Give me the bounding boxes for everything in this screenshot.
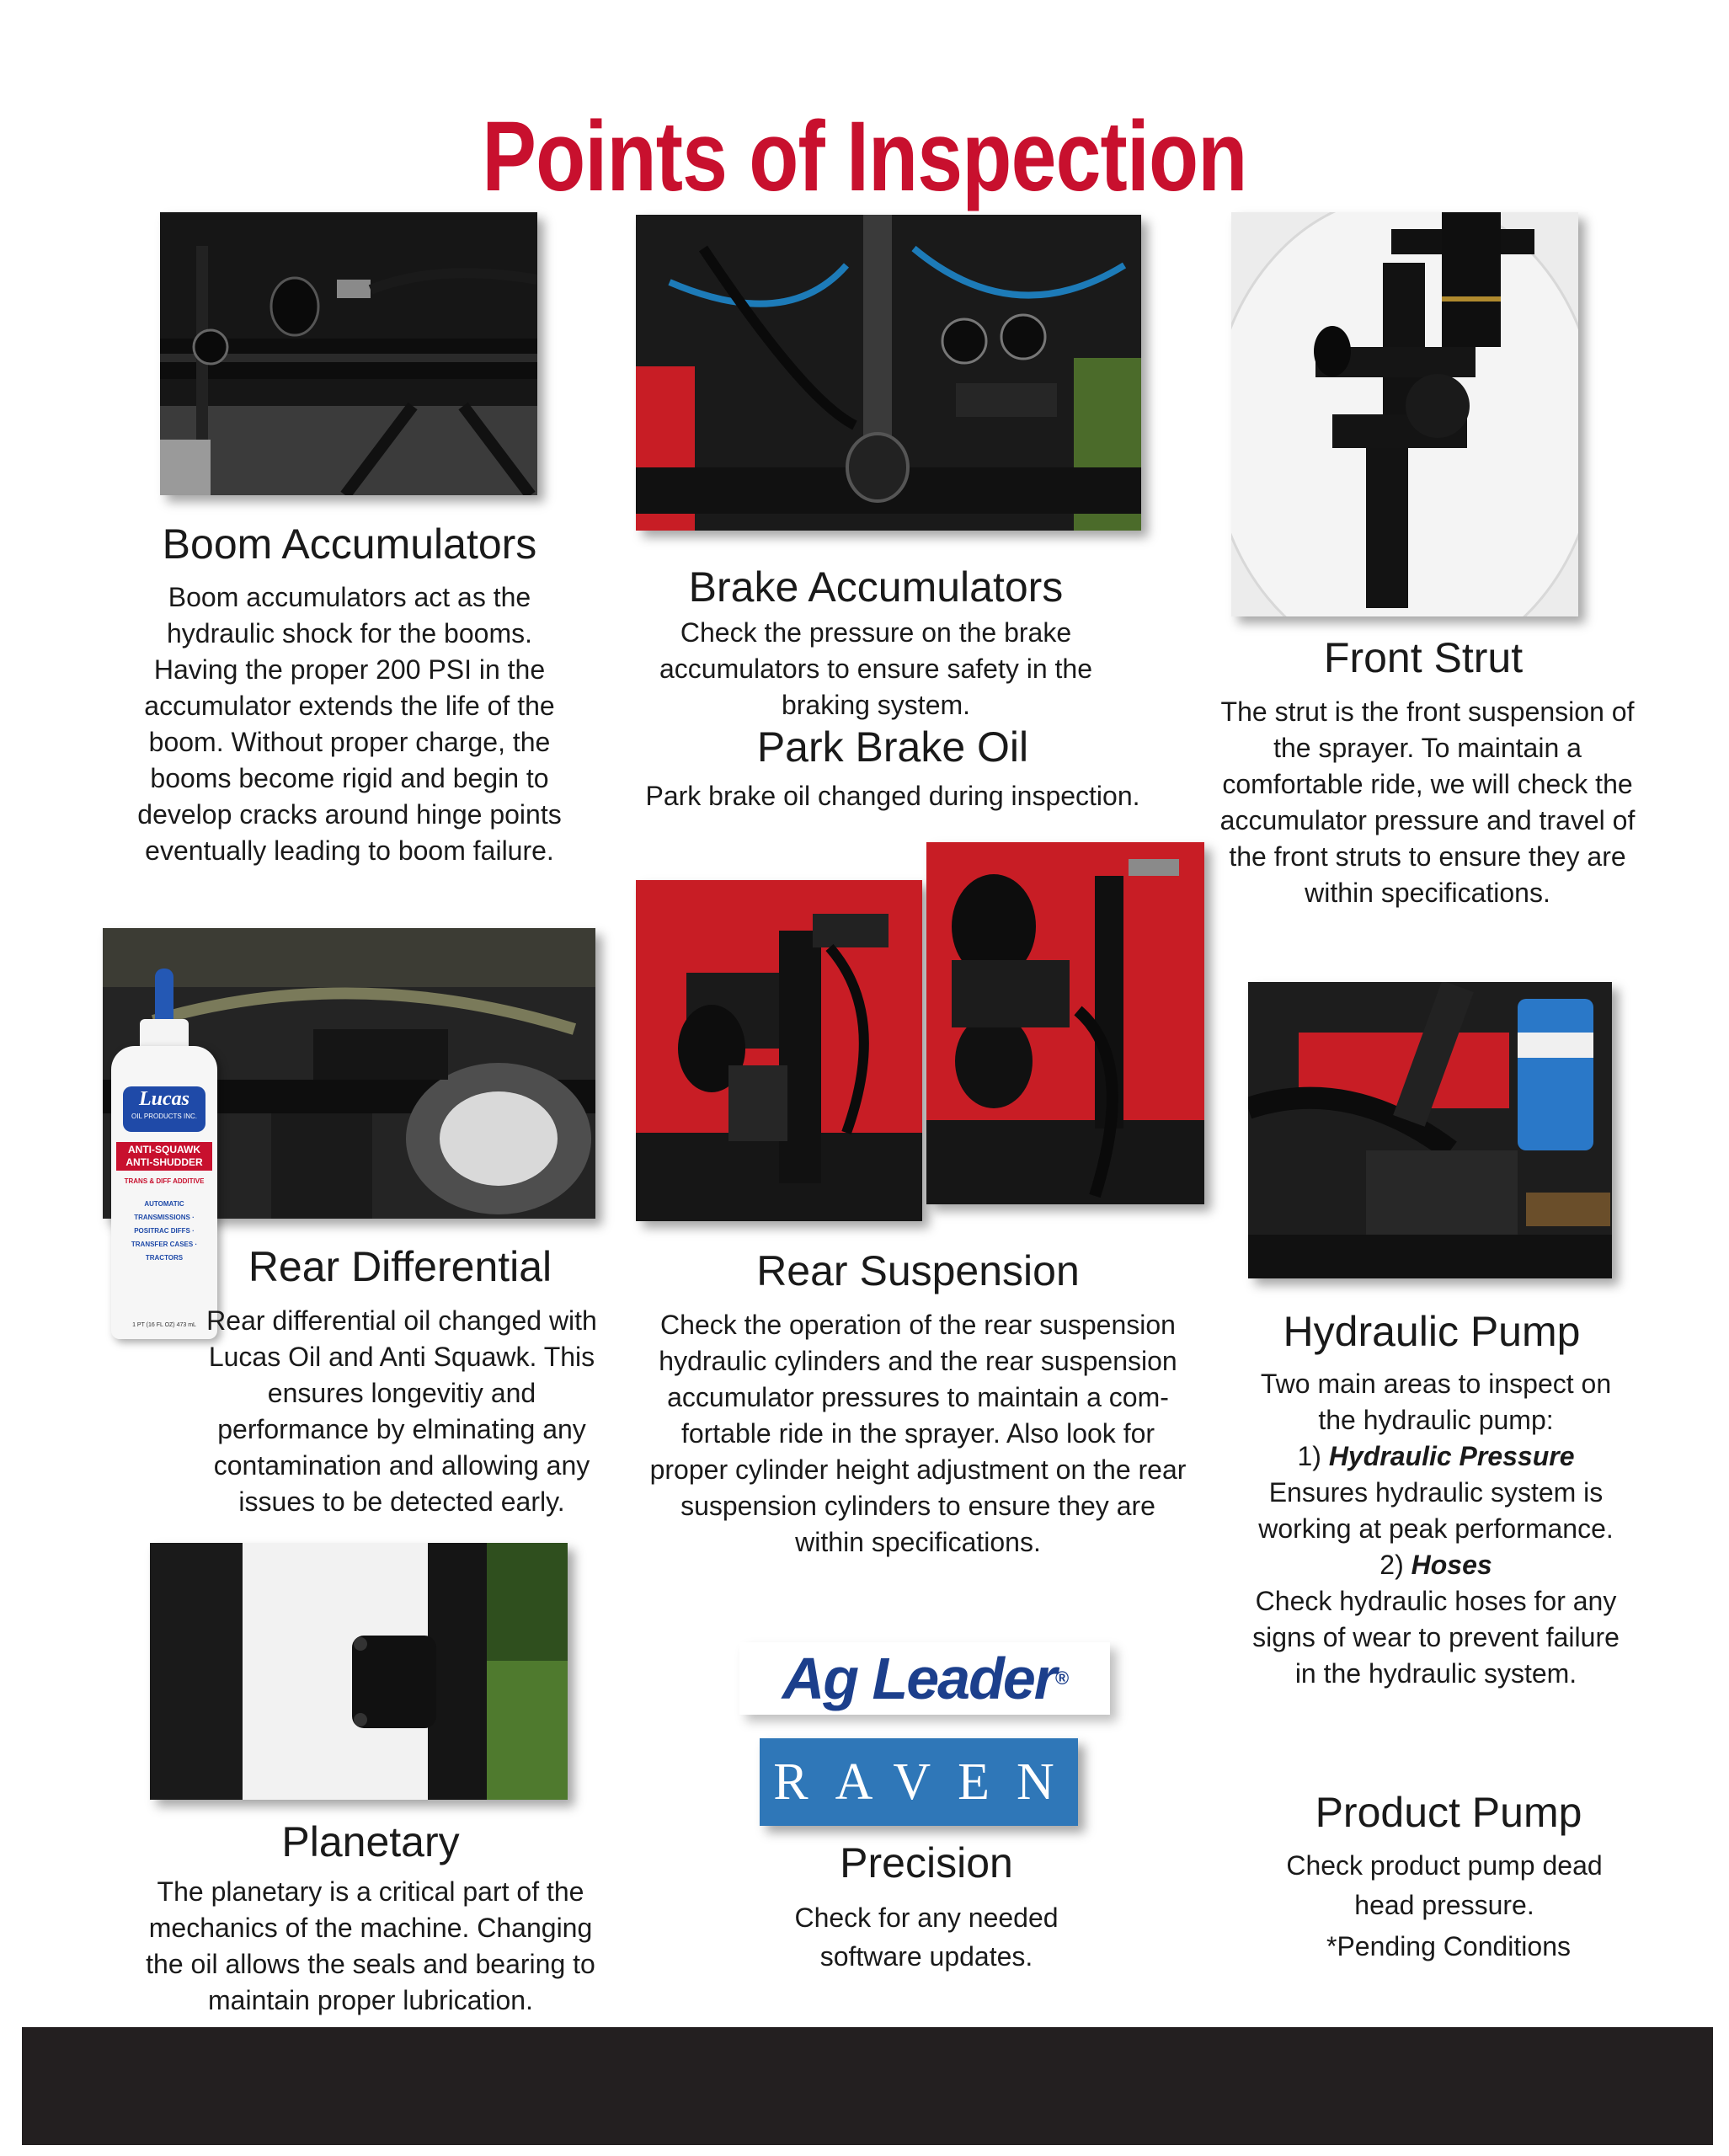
front-strut-heading: Front Strut xyxy=(1323,634,1524,681)
lucas-brand: Lucas xyxy=(139,1088,189,1110)
lucas-product: ANTI-SQUAWK ANTI-SHUDDER xyxy=(116,1142,212,1171)
rear-suspension-photo-right xyxy=(926,842,1204,1204)
boom-accumulators-photo xyxy=(160,212,537,495)
hydraulic-item1-number: 1) xyxy=(1297,1441,1321,1471)
boom-accumulators-heading: Boom Accumulators xyxy=(162,520,537,568)
rear-differential-heading: Rear Differential xyxy=(248,1243,552,1290)
ag-leader-registered-mark: ® xyxy=(1055,1668,1068,1689)
hydraulic-pump-intro: Two main areas to inspect on the hydraulic pump: xyxy=(1260,1369,1612,1435)
hydraulic-pump-text xyxy=(1234,1366,1638,1692)
brake-accumulators-photo xyxy=(636,215,1141,531)
hydraulic-item2-text: Check hydraulic hoses for any signs of wear to prevent failure in the hydraulic system. xyxy=(1252,1586,1620,1689)
lucas-tag: TRANS & DIFF ADDITIVE xyxy=(124,1177,205,1185)
hydraulic-pressure-line xyxy=(1234,1438,1638,1475)
ag-leader-logo xyxy=(739,1642,1110,1715)
planetary-text: The planetary is a critical part of the mechanics of the machine. Changing the oil allows the seals and bearing to maintain proper lubrication. xyxy=(146,1876,595,2015)
rear-differential-text: Rear differential oil changed with Lucas Oil and Anti Squawk. This ensures longevitiy and performance by elminating any contamination and allowing any issues to be detected early. xyxy=(206,1305,597,1517)
hydraulic-item1-title: Hydraulic Pressure xyxy=(1328,1441,1575,1471)
brake-accumulators-heading: Brake Accumulators xyxy=(688,563,1064,611)
hydraulic-pump-photo xyxy=(1248,982,1612,1278)
lucas-sub: OIL PRODUCTS INC. xyxy=(131,1113,197,1120)
precision-heading: Precision xyxy=(840,1839,1013,1886)
planetary-photo xyxy=(150,1543,568,1800)
brake-accumulators-text: Check the pressure on the brake accumulators to ensure safety in the braking system. xyxy=(659,617,1093,720)
hydraulic-item1-text: Ensures hydraulic system is working at peak performance. xyxy=(1258,1477,1614,1544)
boom-accumulators-text: Boom accumulators act as the hydraulic shock for the booms. Having the proper 200 PSI in the accumulator extends the life of the boom. Without proper charge, the booms become rigid and begin to develop cracks around hinge points eventually leading to boom failure. xyxy=(137,582,562,866)
footer-bar xyxy=(22,2027,1713,2145)
hoses-line xyxy=(1234,1547,1638,1583)
lucas-volume: 1 PT (16 FL OZ) 473 mL xyxy=(132,1322,196,1328)
lucas-oil-bottle xyxy=(111,969,217,1339)
hydraulic-pump-heading: Hydraulic Pump xyxy=(1283,1308,1581,1355)
park-brake-oil-text: Park brake oil changed during inspection. xyxy=(645,781,1140,811)
raven-logo: RAVEN xyxy=(760,1738,1078,1826)
rear-suspension-text: Check the operation of the rear suspension hydraulic cylinders and the rear suspension accumulator pressures to maintain a com-fortable ride in the sprayer. Also look for proper cylinder height adjustment on the rear suspension cylinders to ensure they are within specifications. xyxy=(649,1310,1187,1557)
planetary-heading: Planetary xyxy=(281,1818,460,1865)
precision-text: Check for any needed software updates. xyxy=(794,1903,1059,1972)
ag-leader-wordmark: Ag Leader xyxy=(782,1646,1056,1711)
front-strut-text: The strut is the front suspension of the sprayer. To maintain a comfortable ride, we will check the accumulator pressure and travel of the front struts to ensure they are within specifications. xyxy=(1219,696,1636,908)
park-brake-oil-heading: Park Brake Oil xyxy=(756,723,1029,771)
product-pump-heading: Product Pump xyxy=(1315,1789,1582,1836)
front-strut-photo xyxy=(1231,212,1578,616)
rear-suspension-photo-left xyxy=(636,880,922,1221)
hydraulic-item2-number: 2) xyxy=(1379,1550,1404,1580)
lucas-uses: AUTOMATIC TRANSMISSIONS · POSITRAC DIFFS · TRANSFER CASES · TRACTORS xyxy=(131,1200,198,1262)
pending-conditions-note: *Pending Conditions xyxy=(1326,1931,1571,1961)
page-title: Points of Inspection xyxy=(482,101,1247,212)
hydraulic-item2-title: Hoses xyxy=(1411,1550,1492,1580)
product-pump-text: Check product pump dead head pressure. xyxy=(1286,1850,1603,1920)
rear-suspension-heading: Rear Suspension xyxy=(756,1247,1080,1294)
